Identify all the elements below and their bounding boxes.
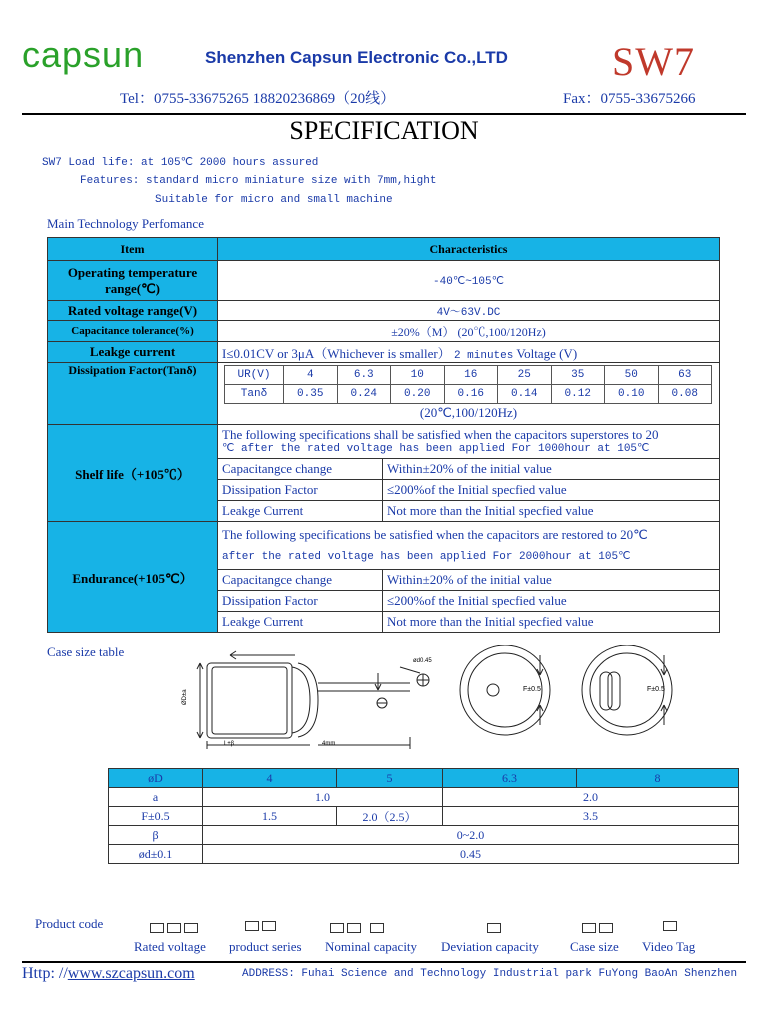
header-divider bbox=[22, 113, 746, 115]
phi-d-label: ød0.45 bbox=[413, 658, 432, 664]
field-nominal-capacity: Nominal capacity bbox=[325, 939, 418, 954]
shelf-text-a: The following specifications shall be satisfied when the capacitors superstores to 20 bbox=[222, 426, 659, 442]
df-v-5: 35 bbox=[551, 366, 605, 385]
page-title: SPECIFICATION bbox=[289, 116, 479, 145]
op-temp-value: -40℃~105℃ bbox=[218, 261, 720, 301]
df-t-0: 0.35 bbox=[284, 385, 338, 404]
telephone: Tel：0755-33675265 18820236869（20线） bbox=[120, 91, 396, 107]
case-d-63: 6.3 bbox=[443, 769, 577, 788]
leak-value bbox=[218, 342, 720, 363]
end-leak: Leakge Current bbox=[218, 612, 383, 633]
footer-http bbox=[22, 965, 195, 983]
leak-label: Leakge current bbox=[48, 342, 218, 363]
dimension-drawing bbox=[160, 645, 700, 755]
a-label: 4mm bbox=[322, 741, 336, 747]
case-a-2: 2.0 bbox=[443, 788, 739, 807]
shelf-text bbox=[218, 425, 720, 459]
end-df: Dissipation Factor bbox=[218, 591, 383, 612]
shelf-cap-change: Capacitangce change bbox=[218, 459, 383, 480]
df-t-6: 0.10 bbox=[605, 385, 659, 404]
endurance-label: Endurance(+105℃） bbox=[48, 522, 218, 633]
rated-v-value: 4V～63V.DC bbox=[218, 301, 720, 321]
intro-line-1: SW7 Load life: at 105℃ 2000 hours assured bbox=[42, 157, 319, 169]
df-t-7: 0.08 bbox=[658, 385, 712, 404]
endurance-text-b: after the rated voltage has been applied For 2000hour at 105℃ bbox=[222, 550, 631, 563]
product-code-label: Product code bbox=[35, 916, 104, 931]
field-product-series: product series bbox=[229, 939, 302, 954]
field-deviation-capacity: Deviation capacity bbox=[441, 939, 539, 954]
website-link[interactable]: www.szcapsun.com bbox=[67, 965, 195, 982]
df-v-0: 4 bbox=[284, 366, 338, 385]
f-label-2: F±0.5 bbox=[647, 686, 665, 693]
case-b-label: β bbox=[109, 826, 203, 845]
rated-v-label: Rated voltage range(V) bbox=[48, 301, 218, 321]
case-f-label: F±0.5 bbox=[109, 807, 203, 826]
df-v-1: 6.3 bbox=[337, 366, 391, 385]
shelf-leak: Leakge Current bbox=[218, 501, 383, 522]
cap-tol-value: ±20%（M） (20℃,100/120Hz) bbox=[218, 321, 720, 342]
df-t-2: 0.20 bbox=[391, 385, 445, 404]
company-logo: capsun bbox=[22, 34, 145, 75]
shelf-leak-value: Not more than the Initial specfied value bbox=[383, 501, 720, 522]
df-t-3: 0.16 bbox=[444, 385, 498, 404]
series-logo: SW7 bbox=[612, 39, 695, 84]
endurance-text bbox=[218, 522, 720, 570]
leak-value-b: 2 minutes bbox=[453, 349, 514, 362]
case-f-2: 2.0（2.5） bbox=[337, 807, 443, 826]
shelf-label: Shelf life（+105℃） bbox=[48, 425, 218, 522]
shelf-text-b: ℃ after the rated voltage has been applied For 1000hour at 105℃ bbox=[222, 442, 650, 455]
df-v-7: 63 bbox=[658, 366, 712, 385]
end-cap-change: Capacitangce change bbox=[218, 570, 383, 591]
code-boxes-tag bbox=[663, 918, 680, 936]
case-d-4: 4 bbox=[203, 769, 337, 788]
shelf-cap-change-value: Within±20% of the initial value bbox=[383, 459, 720, 480]
end-leak-value: Not more than the Initial specfied value bbox=[383, 612, 720, 633]
case-od-header: øD bbox=[109, 769, 203, 788]
case-odd-1: 0.45 bbox=[203, 845, 739, 864]
df-ur-header: UR(V) bbox=[225, 366, 284, 385]
end-df-value: ≤200%of the Initial specfied value bbox=[383, 591, 720, 612]
df-v-2: 10 bbox=[391, 366, 445, 385]
op-temp-label: Operating temperature range(℃) bbox=[48, 261, 218, 301]
leak-value-a: I≤0.01CV or 3μA（Whichever is smaller） bbox=[222, 345, 451, 361]
df-v-3: 16 bbox=[444, 366, 498, 385]
footer-http-prefix: Http: // bbox=[22, 965, 68, 982]
case-heading: Case size table bbox=[47, 644, 125, 659]
case-f-1: 1.5 bbox=[203, 807, 337, 826]
endurance-text-a: The following specifications be satisfied when the capacitors are restored to 20℃ bbox=[222, 526, 648, 542]
main-table bbox=[47, 237, 720, 633]
case-odd-label: ød±0.1 bbox=[109, 845, 203, 864]
case-size-table bbox=[108, 768, 739, 864]
case-a-1: 1.0 bbox=[203, 788, 443, 807]
df-t-4: 0.14 bbox=[498, 385, 552, 404]
field-case-size: Case size bbox=[570, 939, 619, 954]
df-table bbox=[224, 365, 712, 404]
company-name: Shenzhen Capsun Electronic Co.,LTD bbox=[205, 48, 508, 67]
df-label: Dissipation Factor(Tanδ) bbox=[48, 363, 218, 425]
footer-divider bbox=[22, 961, 746, 963]
field-rated-voltage: Rated voltage bbox=[134, 939, 206, 954]
shelf-df-value: ≤200%of the Initial specfied value bbox=[383, 480, 720, 501]
df-t-1: 0.24 bbox=[337, 385, 391, 404]
code-boxes-deviation bbox=[487, 920, 504, 938]
intro-line-3: Suitable for micro and small machine bbox=[155, 194, 393, 206]
code-boxes-capacity bbox=[330, 920, 387, 938]
case-b-1: 0~2.0 bbox=[203, 826, 739, 845]
case-d-8: 8 bbox=[577, 769, 739, 788]
df-v-6: 50 bbox=[605, 366, 659, 385]
main-heading: Main Technology Perfomance bbox=[47, 216, 204, 231]
f-label-1: F±0.5 bbox=[523, 686, 541, 693]
end-cap-change-value: Within±20% of the initial value bbox=[383, 570, 720, 591]
field-video-tag: Video Tag bbox=[642, 939, 696, 954]
leak-value-c: Voltage (V) bbox=[516, 345, 578, 361]
df-v-4: 25 bbox=[498, 366, 552, 385]
df-cell bbox=[218, 363, 720, 425]
l-label: L±β bbox=[224, 741, 235, 747]
d-label: ØD±a bbox=[182, 689, 188, 705]
fax: Fax：0755-33675266 bbox=[563, 91, 696, 107]
code-boxes-case bbox=[582, 920, 616, 938]
case-d-5: 5 bbox=[337, 769, 443, 788]
df-tan-header: Tanδ bbox=[225, 385, 284, 404]
case-f-3: 3.5 bbox=[443, 807, 739, 826]
head-characteristics: Characteristics bbox=[218, 238, 720, 261]
shelf-df: Dissipation Factor bbox=[218, 480, 383, 501]
code-boxes-voltage bbox=[150, 920, 201, 938]
intro-line-2: Features: standard micro miniature size with 7mm,hight bbox=[80, 175, 437, 187]
df-t-5: 0.12 bbox=[551, 385, 605, 404]
cap-tol-label: Capacitance tolerance(%) bbox=[48, 321, 218, 342]
footer-address: ADDRESS: Fuhai Science and Technology Industrial park FuYong BaoAn Shenzhen bbox=[242, 968, 738, 980]
code-boxes-series bbox=[245, 918, 279, 936]
head-item: Item bbox=[48, 238, 218, 261]
df-note: (20℃,100/120Hz) bbox=[419, 405, 518, 420]
case-a-label: a bbox=[109, 788, 203, 807]
